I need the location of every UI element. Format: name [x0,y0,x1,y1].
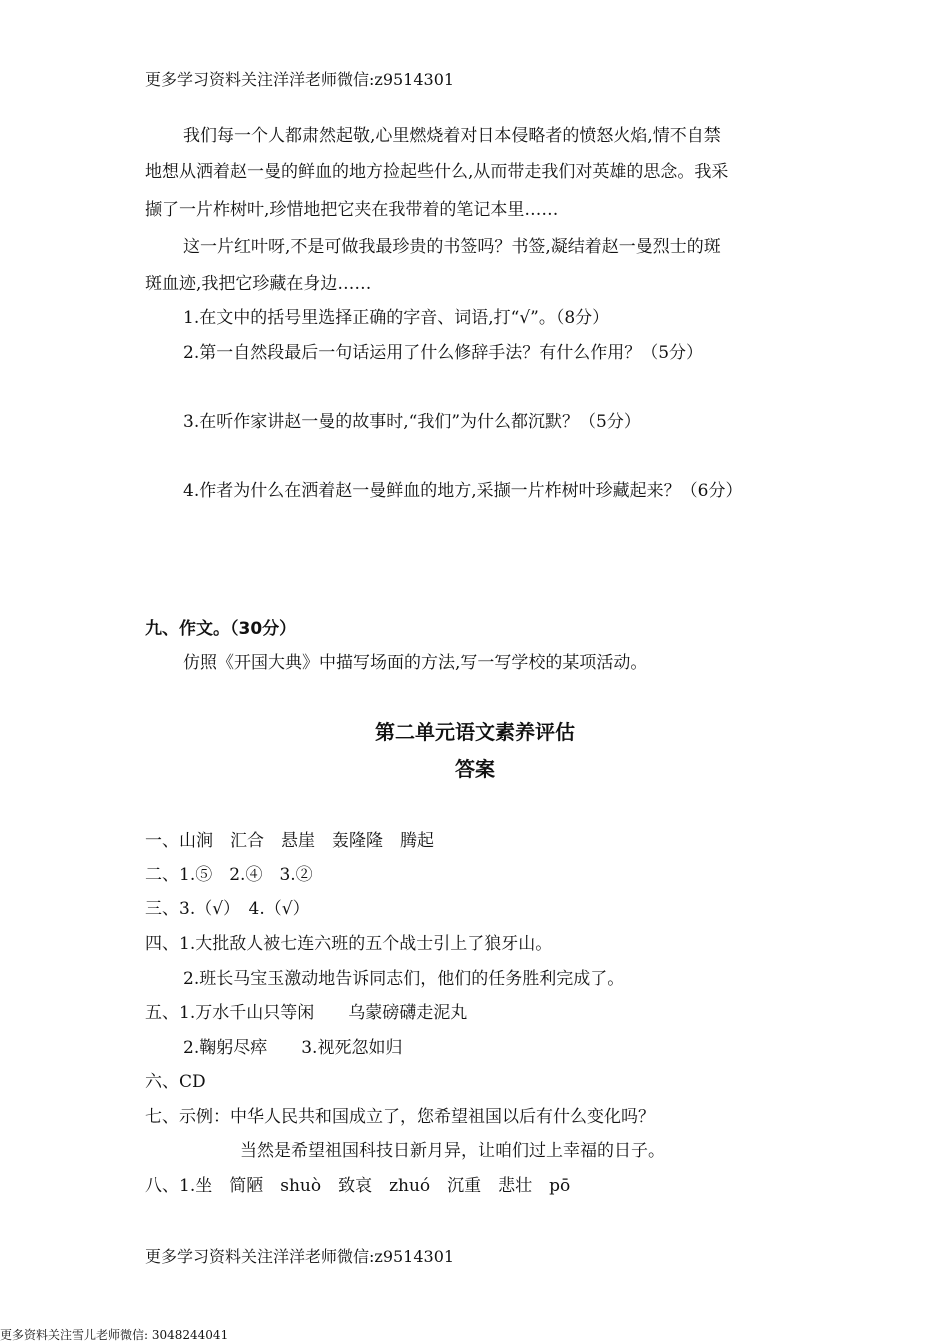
footer-note: 更多学习资料关注洋洋老师微信:z9514301 [145,1247,455,1266]
answer-line: 五、1.万水千山只等闲 乌蒙磅礴走泥丸 [145,1003,468,1023]
composition-prompt: 仿照《开国大典》中描写场面的方法,写一写学校的某项活动。 [183,653,648,673]
answer-line: 三、3.（√） 4.（√） [145,899,310,919]
answer-line: 2.班长马宝玉激动地告诉同志们，他们的任务胜利完成了。 [183,969,625,989]
answer-line: 2.鞠躬尽瘁 3.视死忽如归 [183,1038,403,1058]
passage-line: 我们每一个人都肃然起敬,心里燃烧着对日本侵略者的愤怒火焰,情不自禁 [183,126,721,146]
passage-line: 地想从洒着赵一曼的鲜血的地方捡起些什么,从而带走我们对英雄的思念。我采 [145,162,729,182]
passage-line: 这一片红叶呀,不是可做我最珍贵的书签吗？书签,凝结着赵一曼烈士的斑 [183,237,721,257]
corner-note: 更多资料关注雪儿老师微信: 3048244041 [0,1328,229,1342]
passage-line: 斑血迹,我把它珍藏在身边…… [145,274,372,294]
answer-title: 第二单元语文素养评估 [375,720,575,744]
question-2: 2.第一自然段最后一句话运用了什么修辞手法？有什么作用？（5分） [183,343,704,363]
answer-line: 四、1.大批敌人被七连六班的五个战士引上了狼牙山。 [145,934,553,954]
question-4: 4.作者为什么在洒着赵一曼鲜血的地方,采撷一片柞树叶珍藏起来？（6分） [183,481,743,501]
answer-line: 七、示例：中华人民共和国成立了，您希望祖国以后有什么变化吗？ [145,1107,655,1127]
answer-subtitle: 答案 [455,757,495,781]
answer-line: 当然是希望祖国科技日新月异，让咱们过上幸福的日子。 [240,1141,665,1161]
question-3: 3.在听作家讲赵一曼的故事时,“我们”为什么都沉默？（5分） [183,412,641,432]
answer-line: 二、1.⑤ 2.④ 3.② [145,865,313,885]
answer-line: 八、1.坐 简陋 shuò 致哀 zhuó 沉重 悲壮 pō [145,1176,571,1196]
header-note: 更多学习资料关注洋洋老师微信:z9514301 [145,70,455,89]
composition-heading: 九、作文。（30分） [145,619,297,639]
passage-line: 撷了一片柞树叶,珍惜地把它夹在我带着的笔记本里…… [145,200,559,220]
question-1: 1.在文中的括号里选择正确的字音、词语,打“√”。（8分） [183,308,610,328]
answer-line: 六、CD [145,1072,206,1092]
answer-line: 一、山涧 汇合 悬崖 轰隆隆 腾起 [145,831,434,851]
